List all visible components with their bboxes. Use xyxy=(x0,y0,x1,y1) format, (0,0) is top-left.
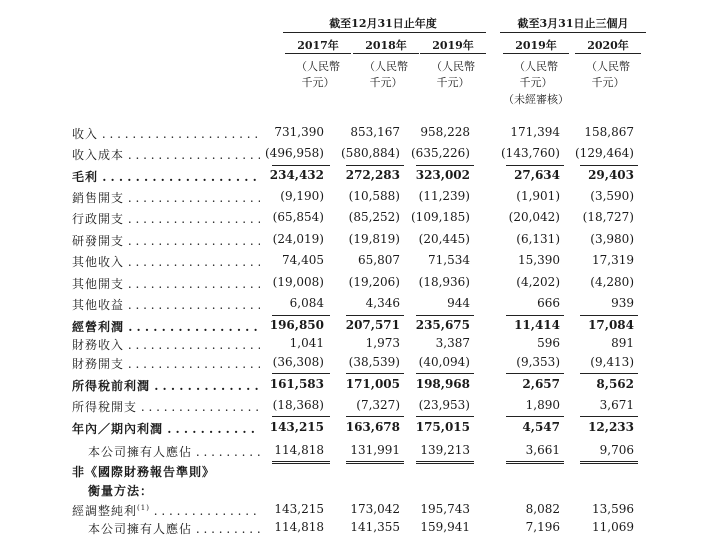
cell-value: 731,390 xyxy=(274,125,324,139)
column-header-year: 2018年 xyxy=(365,39,407,52)
row-label: 年內／期內利潤 . . . xyxy=(72,420,260,437)
subtotal-rule xyxy=(272,416,330,417)
cell-value: (9,413) xyxy=(590,355,634,369)
cell-value: (9,353) xyxy=(516,355,560,369)
column-unit-line: （人民幣 xyxy=(514,60,558,73)
cell-value: 9,706 xyxy=(599,443,634,457)
total-double-rule xyxy=(506,461,564,464)
column-unit-line: 千元） xyxy=(369,76,403,89)
cell-value: (38,539) xyxy=(348,355,400,369)
row-label: 本公司擁有人應佔 . . . xyxy=(88,520,260,537)
cell-value: (40,094) xyxy=(418,355,470,369)
subtotal-rule xyxy=(346,315,404,316)
cell-value: 6,084 xyxy=(289,296,324,310)
cell-value: (143,760) xyxy=(501,146,560,160)
column-unit-line: （人民幣 xyxy=(364,60,408,73)
cell-value: (6,131) xyxy=(516,232,560,246)
column-header-year: 2019年 xyxy=(432,39,474,52)
cell-value: (19,008) xyxy=(272,275,324,289)
cell-value: 2,657 xyxy=(522,377,560,391)
header-group-fiscal-year: 截至12月31日止年度 xyxy=(329,17,437,30)
total-double-rule xyxy=(416,461,474,464)
cell-value: 207,571 xyxy=(345,318,400,332)
cell-value: 666 xyxy=(537,296,560,310)
subtotal-rule xyxy=(506,315,564,316)
subtotal-rule xyxy=(580,165,638,166)
column-unit xyxy=(353,59,419,91)
cell-value: (10,588) xyxy=(348,189,400,203)
cell-value: 1,041 xyxy=(289,336,324,350)
table-row-other-gains xyxy=(0,296,715,314)
table-row-attributable-to-owners xyxy=(0,443,715,461)
column-header-rule xyxy=(353,53,419,54)
row-label: 行政開支 . . . xyxy=(72,210,260,227)
cell-value: 1,973 xyxy=(365,336,400,350)
cell-value: 114,818 xyxy=(274,520,324,534)
column-unit-line: 千元） xyxy=(436,76,470,89)
table-row-revenue xyxy=(0,125,715,143)
subtotal-rule xyxy=(346,373,404,374)
column-unit-line: （人民幣 xyxy=(296,60,340,73)
table-row-other-expenses xyxy=(0,275,715,293)
cell-value: 939 xyxy=(611,296,634,310)
cell-value: (19,206) xyxy=(348,275,400,289)
cell-value: (24,019) xyxy=(272,232,324,246)
cell-value: 8,082 xyxy=(525,502,560,516)
column-header-rule xyxy=(575,53,641,54)
column-unit-line: 千元） xyxy=(301,76,335,89)
cell-value: (3,590) xyxy=(590,189,634,203)
table-row-profit-for-period xyxy=(0,420,715,438)
table-row-finance-income xyxy=(0,336,715,354)
subtotal-rule xyxy=(580,416,638,417)
cell-value: 235,675 xyxy=(415,318,470,332)
column-header-rule xyxy=(503,53,569,54)
cell-value: 171,005 xyxy=(345,377,400,391)
row-label: 所得稅前利潤 . . . xyxy=(72,377,260,394)
cell-value: (20,445) xyxy=(418,232,470,246)
cell-value: 195,743 xyxy=(420,502,470,516)
subtotal-rule xyxy=(416,416,474,417)
cell-value: (129,464) xyxy=(575,146,634,160)
table-row-adjusted-net-profit xyxy=(0,502,715,520)
row-label: 經營利潤 . . . xyxy=(72,318,260,335)
subtotal-rule xyxy=(346,416,404,417)
row-label: 收入 . . . xyxy=(72,125,260,142)
subtotal-rule xyxy=(506,373,564,374)
cell-value: 74,405 xyxy=(282,253,324,267)
cell-value: 323,002 xyxy=(415,168,470,182)
cell-value: (65,854) xyxy=(272,210,324,224)
cell-value: 17,084 xyxy=(588,318,634,332)
row-label xyxy=(72,502,260,519)
cell-value: 4,547 xyxy=(522,420,560,434)
table-row-operating-profit xyxy=(0,318,715,336)
cell-value: (36,308) xyxy=(272,355,324,369)
cell-value: (18,936) xyxy=(418,275,470,289)
cell-value: (4,202) xyxy=(516,275,560,289)
cell-value: (1,901) xyxy=(516,189,560,203)
cell-value: 143,215 xyxy=(269,420,324,434)
subtotal-rule xyxy=(272,165,330,166)
table-row-cost-of-revenue xyxy=(0,146,715,164)
cell-value: 8,562 xyxy=(596,377,634,391)
cell-value: 65,807 xyxy=(358,253,400,267)
row-label: 收入成本 . . . xyxy=(72,146,260,163)
subtotal-rule xyxy=(416,165,474,166)
cell-value: 234,432 xyxy=(269,168,324,182)
column-unit xyxy=(420,59,486,91)
header-group-quarter: 截至3月31日止三個月 xyxy=(517,17,629,30)
cell-value: (7,327) xyxy=(356,398,400,412)
column-unit-line: （人民幣 xyxy=(586,60,630,73)
table-row-finance-expenses xyxy=(0,355,715,373)
cell-value: 175,015 xyxy=(415,420,470,434)
cell-value: 958,228 xyxy=(420,125,470,139)
cell-value: 13,596 xyxy=(592,502,634,516)
cell-value: 131,991 xyxy=(350,443,400,457)
row-label: 其他開支 . . . xyxy=(72,275,260,292)
column-unit xyxy=(575,59,641,91)
row-label: 財務收入 . . . xyxy=(72,336,260,353)
table-row-rd-expenses xyxy=(0,232,715,250)
subtotal-rule xyxy=(580,315,638,316)
cell-value: 196,850 xyxy=(269,318,324,332)
footnote-marker: (1) xyxy=(137,504,150,512)
cell-value: 596 xyxy=(537,336,560,350)
row-label: 研發開支 . . . xyxy=(72,232,260,249)
cell-value: (109,185) xyxy=(411,210,470,224)
cell-value: 3,387 xyxy=(435,336,470,350)
cell-value: 17,319 xyxy=(592,253,634,267)
cell-value: (9,190) xyxy=(280,189,324,203)
cell-value: 173,042 xyxy=(350,502,400,516)
column-unit-line: 千元） xyxy=(519,76,553,89)
column-header-rule xyxy=(420,53,486,54)
cell-value: (85,252) xyxy=(348,210,400,224)
non-ifrs-section-title: 非《國際財務報告準則》 xyxy=(72,465,216,479)
cell-value: (11,239) xyxy=(418,189,470,203)
subtotal-rule xyxy=(416,315,474,316)
row-label: 所得稅開支 . . . xyxy=(72,398,260,415)
table-row-gross-profit xyxy=(0,168,715,186)
cell-value: (4,280) xyxy=(590,275,634,289)
cell-value: 12,233 xyxy=(588,420,634,434)
cell-value: 141,355 xyxy=(350,520,400,534)
total-double-rule xyxy=(272,461,330,464)
cell-value: 3,671 xyxy=(599,398,634,412)
cell-value: 3,661 xyxy=(525,443,560,457)
table-row-administrative-expenses xyxy=(0,210,715,228)
cell-value: 163,678 xyxy=(345,420,400,434)
cell-value: 891 xyxy=(611,336,634,350)
cell-value: 11,414 xyxy=(514,318,560,332)
cell-value: 272,283 xyxy=(345,168,400,182)
total-double-rule xyxy=(580,461,638,464)
unaudited-note: （未經審核） xyxy=(503,93,569,106)
non-ifrs-section-subtitle: 衡量方法： xyxy=(88,484,154,498)
subtotal-rule xyxy=(506,165,564,166)
cell-value: 139,213 xyxy=(420,443,470,457)
cell-value: 161,583 xyxy=(269,377,324,391)
total-double-rule xyxy=(346,461,404,464)
row-label: 財務開支 . . . xyxy=(72,355,260,372)
row-label-text: 經調整純利 xyxy=(72,504,138,518)
cell-value: (20,042) xyxy=(508,210,560,224)
column-header-year: 2020年 xyxy=(587,39,629,52)
subtotal-rule xyxy=(272,373,330,374)
cell-value: (18,368) xyxy=(272,398,324,412)
cell-value: (635,226) xyxy=(411,146,470,160)
table-row-other-income xyxy=(0,253,715,271)
table-row-profit-before-tax xyxy=(0,377,715,395)
cell-value: (23,953) xyxy=(418,398,470,412)
header-group-quarter-rule xyxy=(500,32,646,33)
cell-value: 15,390 xyxy=(518,253,560,267)
row-label: 本公司擁有人應佔 . . . xyxy=(88,443,260,460)
cell-value: 853,167 xyxy=(350,125,400,139)
table-row-income-tax xyxy=(0,398,715,416)
cell-value: 1,890 xyxy=(525,398,560,412)
table-row-selling-expenses xyxy=(0,189,715,207)
cell-value: (496,958) xyxy=(265,146,324,160)
column-unit-line: （人民幣 xyxy=(431,60,475,73)
cell-value: 7,196 xyxy=(525,520,560,534)
cell-value: (580,884) xyxy=(341,146,400,160)
column-header-year: 2017年 xyxy=(297,39,339,52)
subtotal-rule xyxy=(506,416,564,417)
cell-value: 4,346 xyxy=(365,296,400,310)
column-unit xyxy=(285,59,351,91)
cell-value: 159,941 xyxy=(420,520,470,534)
cell-value: 27,634 xyxy=(514,168,560,182)
subtotal-rule xyxy=(272,315,330,316)
table-row-adjusted-attributable-to-owners xyxy=(0,520,715,538)
cell-value: 114,818 xyxy=(274,443,324,457)
subtotal-rule xyxy=(580,373,638,374)
row-label: 其他收入 . . . xyxy=(72,253,260,270)
cell-value: (19,819) xyxy=(348,232,400,246)
cell-value: 158,867 xyxy=(584,125,634,139)
cell-value: 944 xyxy=(447,296,470,310)
column-unit-line: 千元） xyxy=(591,76,625,89)
column-header-year: 2019年 xyxy=(515,39,557,52)
column-unit xyxy=(503,59,569,91)
row-label: 銷售開支 . . . xyxy=(72,189,260,206)
cell-value: 29,403 xyxy=(588,168,634,182)
cell-value: 143,215 xyxy=(274,502,324,516)
cell-value: 71,534 xyxy=(428,253,470,267)
cell-value: (18,727) xyxy=(582,210,634,224)
cell-value: 11,069 xyxy=(592,520,634,534)
cell-value: 171,394 xyxy=(510,125,560,139)
cell-value: 198,968 xyxy=(415,377,470,391)
row-label: 毛利 . . . xyxy=(72,168,260,185)
subtotal-rule xyxy=(346,165,404,166)
row-label: 其他收益 . . . xyxy=(72,296,260,313)
subtotal-rule xyxy=(416,373,474,374)
column-header-rule xyxy=(285,53,351,54)
header-group-fiscal-year-rule xyxy=(283,32,486,33)
cell-value: (3,980) xyxy=(590,232,634,246)
